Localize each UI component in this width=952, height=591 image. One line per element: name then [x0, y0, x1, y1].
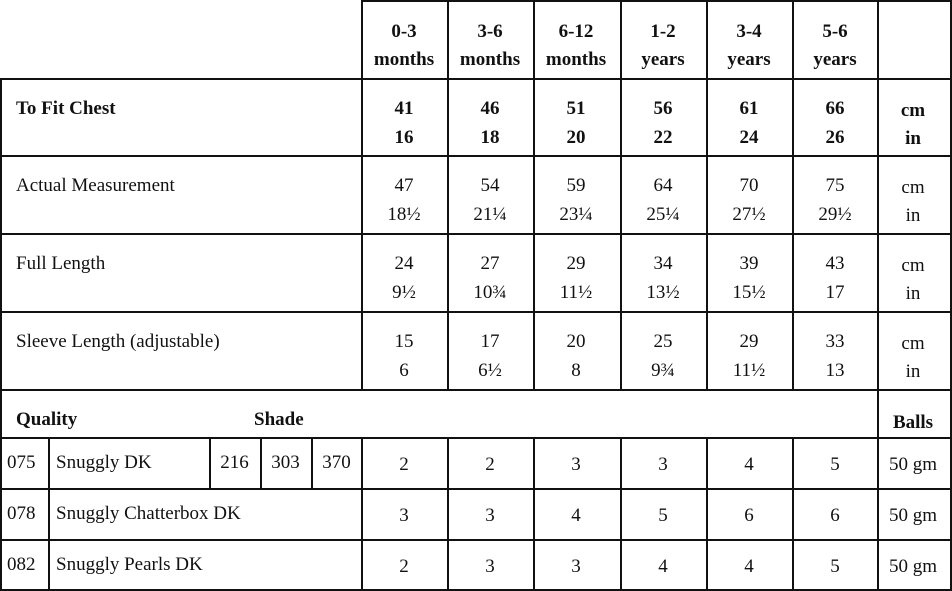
cm-value: 47 — [394, 175, 414, 196]
ball-count: 3 — [485, 505, 495, 526]
ball-count: 2 — [399, 454, 409, 475]
size-unit: years — [727, 49, 771, 70]
cm-value: 70 — [739, 175, 759, 196]
yarn-code: 082 — [7, 554, 36, 575]
grid-line — [0, 389, 952, 391]
measurement-label: Full Length — [16, 253, 106, 274]
ball-count: 5 — [658, 505, 668, 526]
size-range: 0-3 — [391, 21, 417, 42]
cm-value: 39 — [739, 253, 759, 274]
cm-value: 33 — [825, 331, 845, 352]
in-value: 25¼ — [646, 204, 680, 225]
grid-line — [0, 488, 952, 490]
ball-count: 2 — [485, 454, 495, 475]
ball-count: 2 — [399, 556, 409, 577]
cm-value: 29 — [566, 253, 586, 274]
cm-value: 61 — [739, 98, 759, 119]
yarn-code: 075 — [7, 452, 36, 473]
unit-in: in — [905, 128, 921, 149]
size-header — [620, 18, 706, 74]
ball-count: 5 — [830, 454, 840, 475]
in-value: 27½ — [732, 204, 766, 225]
ball-weight: 50 gm — [888, 454, 938, 475]
grid-line — [361, 0, 952, 2]
in-value: 8 — [571, 360, 581, 381]
ball-count: 3 — [485, 556, 495, 577]
cm-value: 43 — [825, 253, 845, 274]
measurement-label: Sleeve Length (adjustable) — [16, 331, 220, 352]
grid-line — [0, 78, 952, 80]
cm-value: 20 — [566, 331, 586, 352]
size-unit: years — [641, 49, 685, 70]
in-value: 13½ — [646, 282, 680, 303]
yarn-name: Snuggly Pearls DK — [56, 554, 203, 575]
size-unit: months — [373, 49, 435, 70]
yarn-name: Snuggly DK — [56, 452, 152, 473]
cm-value: 64 — [653, 175, 673, 196]
cm-value: 24 — [394, 253, 414, 274]
yarn-name: Snuggly Chatterbox DK — [56, 503, 241, 524]
ball-weight: 50 gm — [888, 505, 938, 526]
size-header — [361, 18, 447, 74]
ball-count: 4 — [658, 556, 668, 577]
shade-number: 216 — [220, 452, 249, 473]
shade-header: Shade — [254, 409, 304, 430]
in-value: 9½ — [392, 282, 416, 303]
grid-line — [0, 539, 952, 541]
quality-header: Quality — [16, 409, 78, 430]
in-value: 20 — [566, 127, 586, 148]
cm-value: 27 — [480, 253, 500, 274]
in-value: 9¾ — [651, 360, 675, 381]
grid-line — [0, 78, 2, 591]
cm-value: 46 — [480, 98, 500, 119]
ball-count: 3 — [571, 454, 581, 475]
in-value: 22 — [653, 127, 673, 148]
in-value: 13 — [825, 360, 845, 381]
size-range: 6-12 — [558, 21, 594, 42]
yarn-code: 078 — [7, 503, 36, 524]
size-header — [533, 18, 619, 74]
in-value: 24 — [739, 127, 759, 148]
in-value: 6½ — [478, 360, 502, 381]
unit-in: in — [905, 205, 921, 226]
ball-count: 3 — [399, 505, 409, 526]
size-unit: months — [545, 49, 607, 70]
ball-count: 6 — [830, 505, 840, 526]
unit-cm: cm — [901, 177, 925, 198]
size-range: 3-6 — [477, 21, 503, 42]
cm-value: 15 — [394, 331, 414, 352]
unit-in: in — [905, 361, 921, 382]
in-value: 23¼ — [559, 204, 593, 225]
ball-count: 5 — [830, 556, 840, 577]
size-unit: months — [459, 49, 521, 70]
measurement-label: To Fit Chest — [16, 98, 116, 119]
in-value: 16 — [394, 127, 414, 148]
unit-cm: cm — [901, 333, 925, 354]
measurement-label: Actual Measurement — [16, 175, 175, 196]
size-header — [447, 18, 533, 74]
grid-line — [0, 233, 952, 235]
size-range: 1-2 — [650, 21, 676, 42]
in-value: 26 — [825, 127, 845, 148]
cm-value: 41 — [394, 98, 414, 119]
ball-count: 6 — [744, 505, 754, 526]
grid-line — [0, 155, 952, 157]
cm-value: 59 — [566, 175, 586, 196]
in-value: 11½ — [559, 282, 593, 303]
ball-weight: 50 gm — [888, 556, 938, 577]
cm-value: 56 — [653, 98, 673, 119]
in-value: 18 — [480, 127, 500, 148]
cm-value: 54 — [480, 175, 500, 196]
in-value: 15½ — [732, 282, 766, 303]
in-value: 18½ — [387, 204, 421, 225]
grid-line — [48, 437, 50, 591]
ball-count: 3 — [571, 556, 581, 577]
cm-value: 75 — [825, 175, 845, 196]
cm-value: 17 — [480, 331, 500, 352]
in-value: 11½ — [732, 360, 766, 381]
unit-in: in — [905, 283, 921, 304]
shade-number: 303 — [271, 452, 300, 473]
in-value: 29½ — [818, 204, 852, 225]
unit-cm: cm — [900, 100, 926, 121]
in-value: 6 — [399, 360, 409, 381]
cm-value: 25 — [653, 331, 673, 352]
balls-header: Balls — [892, 412, 934, 433]
size-header — [792, 18, 878, 74]
grid-line — [0, 311, 952, 313]
grid-line — [0, 437, 952, 439]
unit-cm: cm — [901, 255, 925, 276]
size-header — [706, 18, 792, 74]
cm-value: 34 — [653, 253, 673, 274]
size-unit: years — [813, 49, 857, 70]
in-value: 21¼ — [473, 204, 507, 225]
cm-value: 29 — [739, 331, 759, 352]
size-range: 3-4 — [736, 21, 762, 42]
ball-count: 3 — [658, 454, 668, 475]
ball-count: 4 — [744, 454, 754, 475]
in-value: 17 — [825, 282, 845, 303]
ball-count: 4 — [744, 556, 754, 577]
size-range: 5-6 — [822, 21, 848, 42]
cm-value: 66 — [825, 98, 845, 119]
shade-number: 370 — [322, 452, 351, 473]
in-value: 10¾ — [473, 282, 507, 303]
ball-count: 4 — [571, 505, 581, 526]
cm-value: 51 — [566, 98, 586, 119]
